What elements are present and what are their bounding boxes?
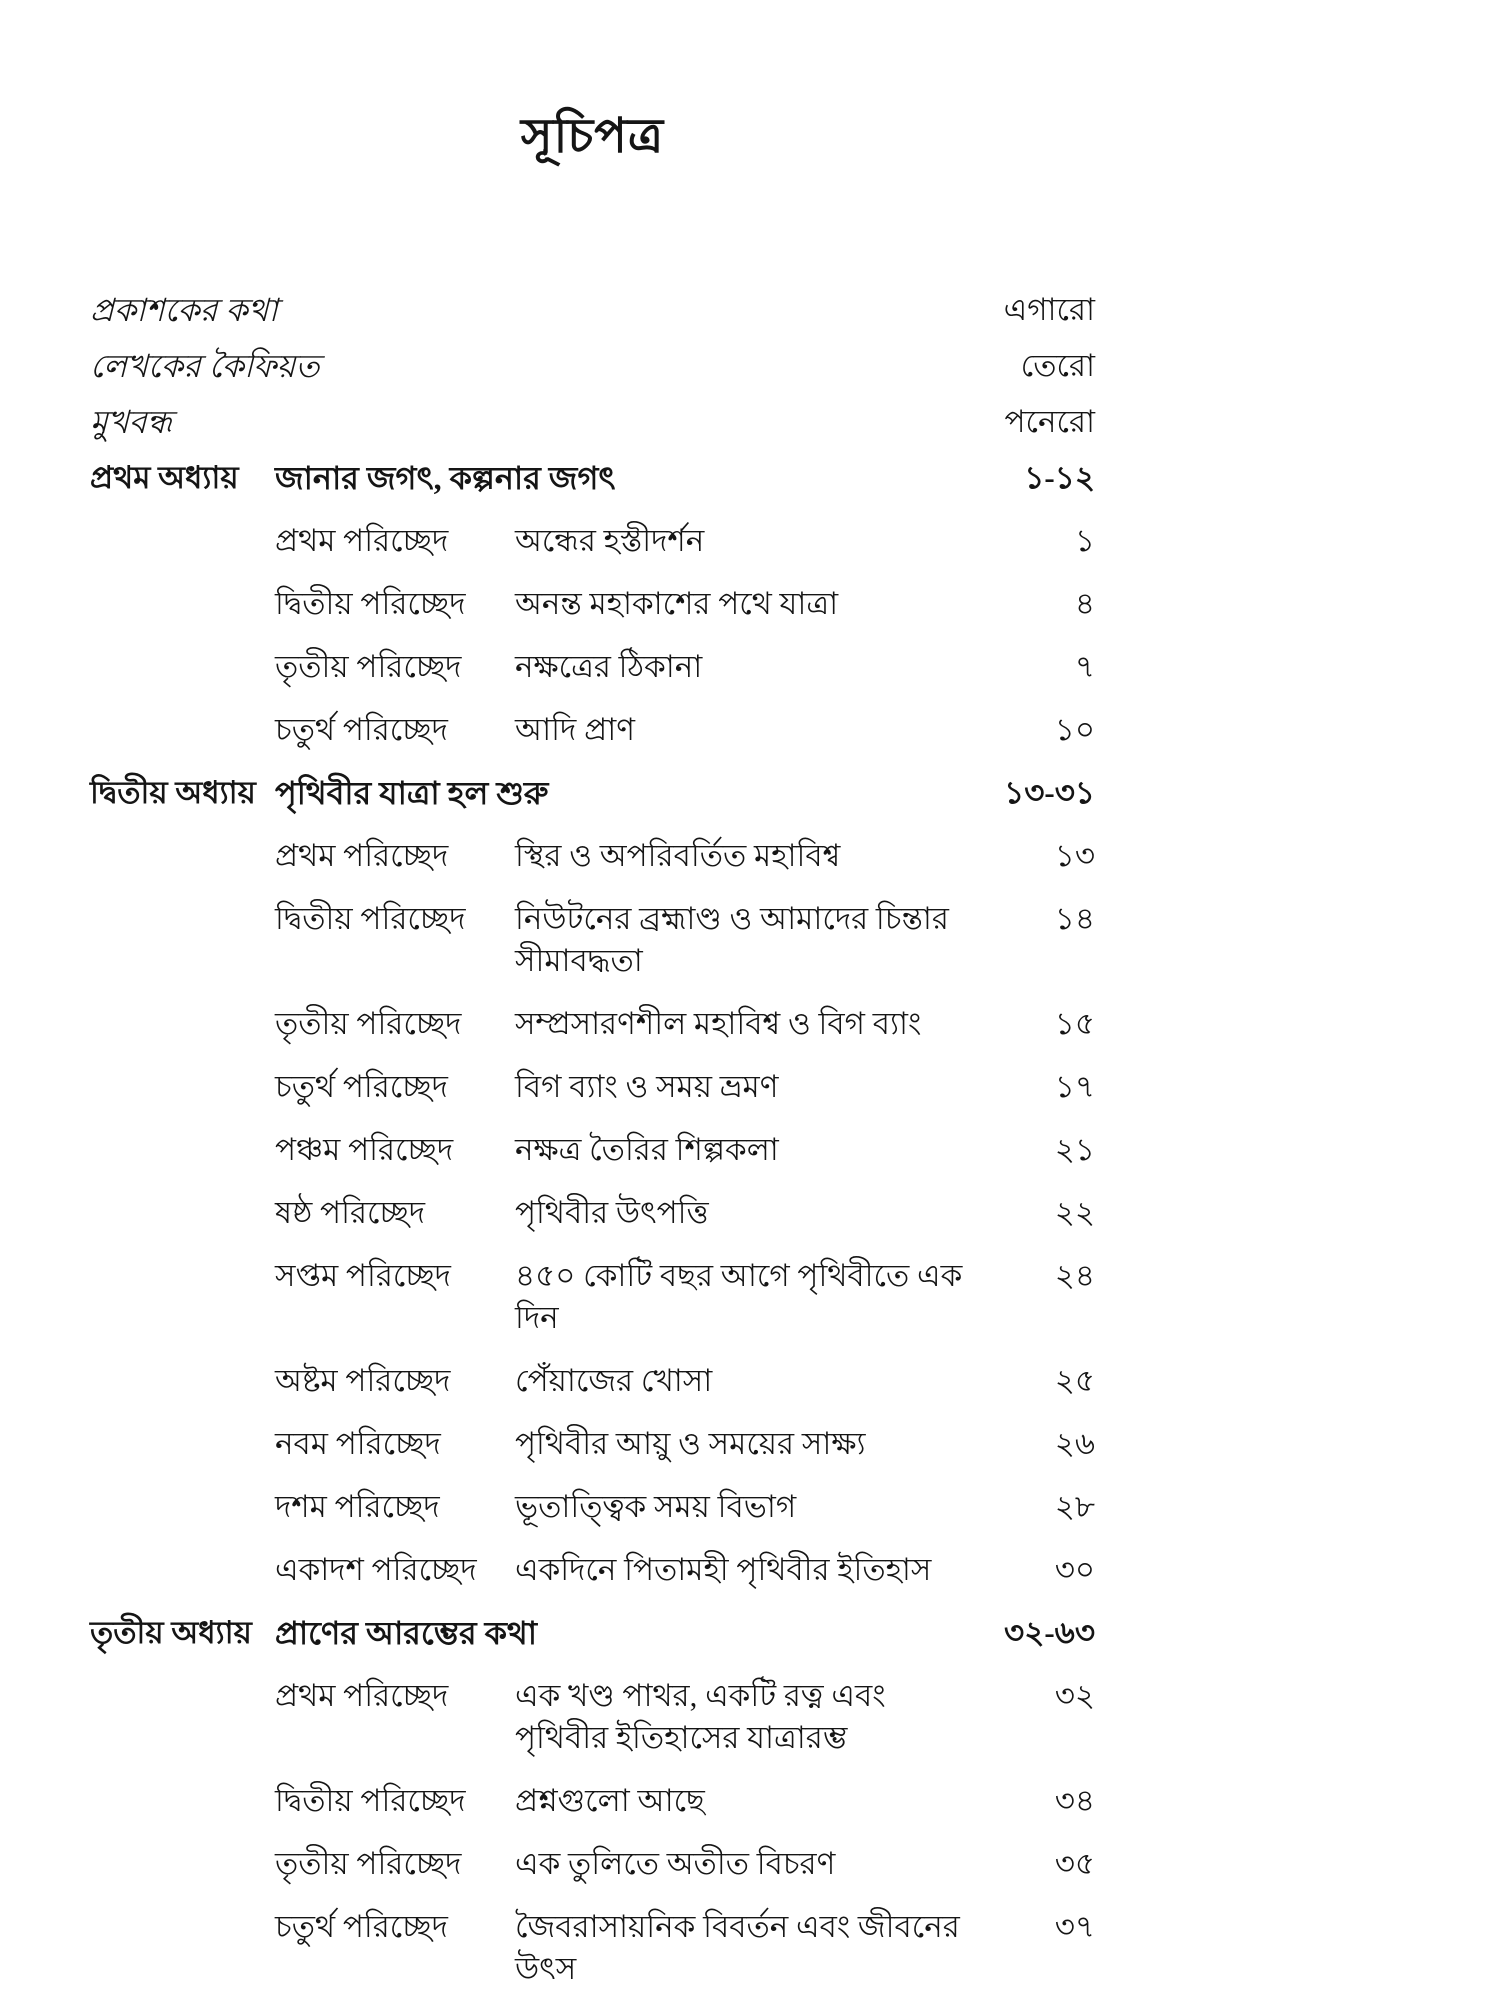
section-page: ৩২ [1054,1678,1095,1713]
section-row [90,1255,1095,1339]
chapter-page-range: ৩২-৬৩ [1004,1615,1095,1650]
section-label: সপ্তম পরিচ্ছেদ [275,1258,451,1293]
section-page: ৩৪ [1054,1783,1095,1818]
section-label: নবম পরিচ্ছেদ [275,1426,441,1461]
section-row [90,583,1095,625]
section-title: আদি প্রাণ [515,712,635,747]
section-row [90,1192,1095,1234]
section-row [90,1003,1095,1045]
section-page: ২১ [1054,1132,1095,1167]
front-matter-page: এগারো [1003,292,1095,327]
front-matter-row [90,401,1095,443]
section-title: একদিনে পিতামহী পৃথিবীর ইতিহাস [515,1552,932,1587]
chapter-label: দ্বিতীয় অধ্যায় [90,775,256,810]
chapter-title: জানার জগৎ, কল্পনার জগৎ [275,460,616,496]
section-page: ১৫ [1054,1006,1095,1041]
section-row [90,898,1095,982]
chapter-label: প্রথম অধ্যায় [90,460,239,495]
section-label: দ্বিতীয় পরিচ্ছেদ [275,586,466,621]
section-row [90,709,1095,751]
section-title: ৪৫০ কোটি বছর আগে পৃথিবীতে এক দিন [515,1258,963,1335]
section-label: দ্বিতীয় পরিচ্ছেদ [275,1783,466,1818]
section-label: একাদশ পরিচ্ছেদ [275,1552,477,1587]
section-label: চতুর্থ পরিচ্ছেদ [275,712,448,747]
section-page: ২২ [1054,1195,1095,1230]
section-label: প্রথম পরিচ্ছেদ [275,1678,449,1713]
section-title: পেঁয়াজের খোসা [515,1363,713,1398]
section-title: সম্প্রসারণশীল মহাবিশ্ব ও বিগ ব্যাং [515,1006,922,1041]
section-title: পৃথিবীর আয়ু ও সময়ের সাক্ষ্য [515,1426,866,1461]
section-row [90,1129,1095,1171]
section-title: নক্ষত্রের ঠিকানা [515,649,703,684]
section-label: তৃতীয় পরিচ্ছেদ [275,1006,462,1041]
section-row [90,835,1095,877]
section-label: দশম পরিচ্ছেদ [275,1489,440,1524]
section-page: ২৮ [1054,1489,1095,1524]
section-label: ষষ্ঠ পরিচ্ছেদ [275,1195,426,1230]
front-matter-row [90,345,1095,387]
section-page: ১৩ [1054,838,1095,873]
section-title-line2: পৃথিবীর ইতিহাসের যাত্রারম্ভ [515,1720,848,1755]
section-label: তৃতীয় পরিচ্ছেদ [275,1846,462,1881]
section-page: ৩৭ [1054,1909,1095,1944]
section-page: ১ [1074,523,1095,558]
section-row [90,1780,1095,1822]
section-page: ৪ [1074,586,1095,621]
section-label: প্রথম পরিচ্ছেদ [275,523,449,558]
section-title: পৃথিবীর উৎপত্তি [515,1195,709,1230]
chapter-title: প্রাণের আরম্ভের কথা [275,1615,538,1651]
chapter-label: তৃতীয় অধ্যায় [90,1615,252,1650]
chapter-page-range: ১৩-৩১ [1004,775,1095,810]
section-title: নিউটনের ব্রহ্মাণ্ড ও আমাদের চিন্তার সীমাবদ্ধতা [515,901,949,978]
section-title: অন্ধের হস্তীদর্শন [515,523,705,558]
section-label: চতুর্থ পরিচ্ছেদ [275,1069,448,1104]
section-label: তৃতীয় পরিচ্ছেদ [275,649,462,684]
chapter-page-range: ১-১২ [1024,460,1095,495]
section-row [90,1486,1095,1528]
section-label: পঞ্চম পরিচ্ছেদ [275,1132,454,1167]
section-title: নক্ষত্র তৈরির শিল্পকলা [515,1132,779,1167]
section-page: ১৪ [1054,901,1095,936]
section-page: ২৬ [1054,1426,1095,1461]
section-title: ভূতাত্ত্বিক সময় বিভাগ [515,1489,797,1524]
front-matter-row [90,289,1095,331]
chapter-row [90,1612,1095,1654]
section-title: প্রশ্নগুলো আছে [515,1783,705,1818]
section-row [90,646,1095,688]
chapter-title: পৃথিবীর যাত্রা হল শুরু [275,775,549,811]
front-matter-label: মুখবন্ধ [90,404,172,440]
section-title: স্থির ও অপরিবর্তিত মহাবিশ্ব [515,838,841,873]
section-title: এক তুলিতে অতীত বিচরণ [515,1846,836,1881]
front-matter-page: তেরো [1020,348,1095,383]
section-page: ৩০ [1054,1552,1095,1587]
front-matter-label: লেখকের কৈফিয়ত [90,348,320,384]
section-title [515,1675,990,1759]
chapter-row [90,457,1095,499]
section-title-line1: এক খণ্ড পাথর, একটি রত্ন এবং [515,1678,886,1713]
page-title: সূচিপত্র [520,110,665,163]
section-row [90,1360,1095,1402]
section-title: বিগ ব্যাং ও সময় ভ্রমণ [515,1069,779,1104]
section-label: চতুর্থ পরিচ্ছেদ [275,1909,448,1944]
chapter-row [90,772,1095,814]
section-label: প্রথম পরিচ্ছেদ [275,838,449,873]
section-label: দ্বিতীয় পরিচ্ছেদ [275,901,466,936]
section-page: ৭ [1074,649,1095,684]
section-row [90,1843,1095,1885]
section-page: ১৭ [1054,1069,1095,1104]
front-matter-page: পনেরো [1004,404,1095,439]
section-title: জৈবরাসায়নিক বিবর্তন এবং জীবনের উৎস [515,1909,960,1986]
front-matter-label: প্রকাশকের কথা [90,292,278,328]
section-page: ৩৫ [1054,1846,1095,1881]
section-page: ২৪ [1054,1258,1095,1293]
section-row [90,1423,1095,1465]
section-row [90,1549,1095,1591]
section-row [90,1675,1095,1759]
section-row [90,520,1095,562]
section-row [90,1066,1095,1108]
section-title: অনন্ত মহাকাশের পথে যাত্রা [515,586,839,621]
section-page: ২৫ [1054,1363,1095,1398]
section-label: অষ্টম পরিচ্ছেদ [275,1363,451,1398]
section-page: ১০ [1054,712,1095,747]
section-row [90,1906,1095,1990]
